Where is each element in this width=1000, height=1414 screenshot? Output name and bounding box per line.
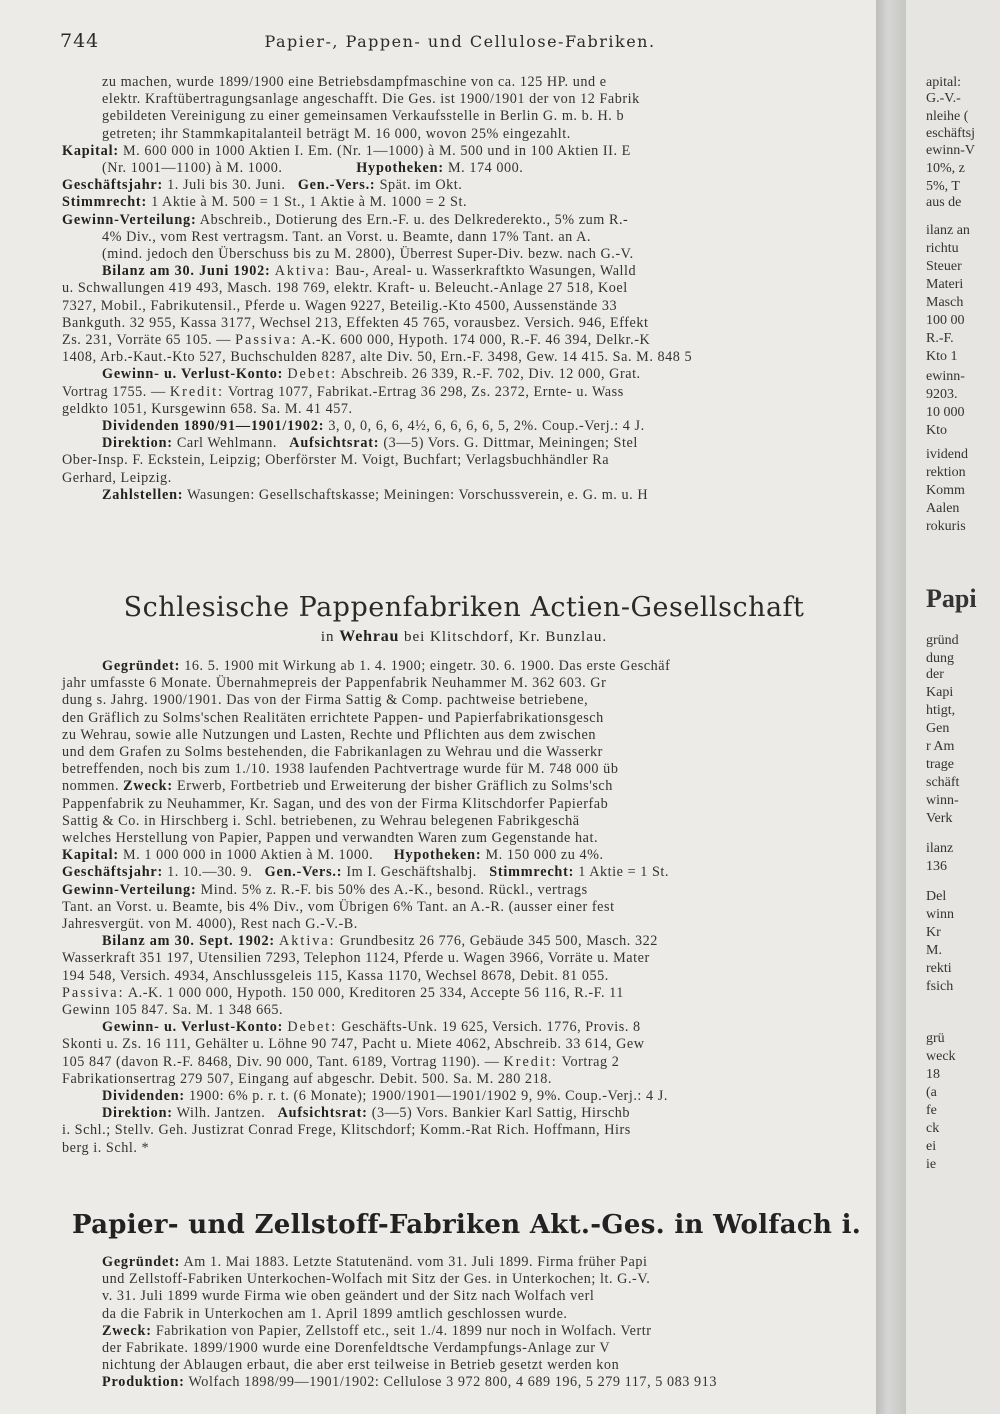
bilanz-entry [62,263,866,280]
fragment-text: rektion [926,465,966,480]
text-line: elektr. Kraftübertragungsanlage angeschafft. Die Ges. ist 1900/1901 der von 12 Fabrik [102,91,640,108]
produktion-entry [62,1374,866,1391]
field-value: Vortrag 1077, Fabrikat.-Ertrag 36 298, Zs. 2372, Ernte- u. Wass [227,383,624,400]
fragment-text: Materi [926,277,964,292]
fragment-text: 10 000 [926,405,965,420]
text-line: 194 548, Versich. 4934, Anschlussgeleis 115, Kassa 1170, Wechsel 8678, Debit. 81 055. [62,967,609,984]
field-label: Kapital: [62,142,119,159]
kredit-label: Kredit: [503,1053,558,1070]
direktion-entry [62,435,866,452]
text-line: 4% Div., vom Rest vertragsm. Tant. an Vorst. u. Beamte, dann 17% Tant. an A. [102,228,592,245]
field-value: 1. Juli bis 30. Juni. [167,177,286,194]
fragment-text: rekti [926,961,952,976]
gewinn-verteilung-entry [62,212,866,229]
text-line: i. Schl.; Stellv. Geh. Justizrat Conrad Frege, Klitschdorf; Komm.-Rat Rich. Hoffmann, Hirs [62,1122,631,1139]
fragment-text: Gen [926,721,950,736]
field-label: Gen.-Vers.: [264,864,343,881]
location-suffix: bei Klitschdorf, Kr. Bunzlau. [403,629,608,645]
field-label: Gen.-Vers.: [297,177,376,194]
fragment-text: weck [926,1049,956,1064]
fragment-text: ilanz an [926,223,970,238]
text-line: Wasserkraft 351 197, Utensilien 7293, Telephon 1124, Pferde u. Wagen 3966, Vorräte u. Mater [62,950,650,967]
company-location [62,628,866,646]
dividenden-entry [62,418,866,435]
text-line: Ober-Insp. F. Eckstein, Leipzig; Oberförster M. Voigt, Buchfart; Verlagsbuchhändler Ra [62,452,610,469]
text-line: Skonti u. Zs. 16 111, Gehälter u. Löhne 90 747, Pacht u. Miete 4062, Abschreib. 33 614, Gew [62,1036,645,1053]
field-label: Gewinn-Verteilung: [62,211,197,228]
zweck-entry [62,1323,866,1340]
gewinn-konto-line [62,384,866,401]
fragment-text: r Am [926,739,955,754]
fragment-text: ei [926,1139,937,1154]
fragment-text: 100 00 [926,313,965,328]
fragment-text: 9203. [926,387,958,402]
fragment-text: fe [926,1103,937,1118]
fragment-text: (a [926,1085,937,1100]
text-line: Pappenfabrik zu Neuhammer, Kr. Sagan, und des von der Firma Klitschdorfer Papierfab [62,795,609,812]
direktion-entry [62,1105,866,1122]
fragment-text: richtu [926,241,959,256]
field-label: Zweck: [123,778,173,795]
field-label: Gegründet: [102,658,181,674]
text-line: und dem Grafen zu Solms bestehenden, die Fabrikanlagen zu Wehrau und die Wasserkr [62,744,603,761]
adjacent-page-fragment [906,0,1000,1414]
field-value: A.-K. 600 000, Hypoth. 174 000, R.-F. 46 394, Delkr.-K [300,332,651,349]
field-label: Bilanz am 30. Juni 1902: [102,263,271,280]
field-label: Geschäftsjahr: [62,864,164,881]
bilanz-entry [62,933,866,950]
fragment-text: R.-F. [926,331,954,346]
field-label: Gewinn- u. Verlust-Konto: [102,366,284,383]
fragment-text: rokuris [926,519,966,534]
field-label: Gegründet: [102,1254,181,1270]
field-value: 3, 0, 0, 6, 6, 4½, 6, 6, 6, 6, 5, 2%. Coup.-Verj.: 4 J. [328,418,645,435]
fragment-text: nleihe ( [926,109,969,124]
gewinn-konto-entry [62,1019,866,1036]
fragment-text: winn [926,907,954,922]
fragment-text: eschäftsj [926,126,975,141]
field-value: Grundbesitz 26 776, Gebäude 345 500, Masch. 322 [339,933,658,950]
dividenden-entry [62,1088,866,1105]
zweck-entry [62,778,866,795]
fragment-text: Del [926,889,947,904]
debet-label: Debet: [287,1019,338,1036]
passiva-label: Passiva: [235,332,298,349]
text-line: Bankguth. 32 955, Kassa 3177, Wechsel 213, Effekten 45 765, vorausbez. Versich. 946, Effekt [62,314,649,331]
fragment-text: Aalen [926,501,960,516]
field-value: 1 Aktie à M. 500 = 1 St., 1 Aktie à M. 1000 = 2 St. [151,194,468,211]
text-line: v. 31. Juli 1899 wurde Firma wie oben geändert und der Sitz nach Wolfach verl [102,1288,595,1305]
fragment-text: ck [926,1121,940,1136]
fragment-text: schäft [926,775,960,790]
book-gutter [876,0,906,1414]
fragment-text: htigt, [926,703,956,718]
entry-continued [62,74,866,504]
entry-schlesische [62,658,866,1157]
field-value: 1 Aktie = 1 St. [578,864,670,881]
fragment-text: ividend [926,447,968,462]
field-label: Aufsichtsrat: [277,1105,368,1122]
company-title: Schlesische Pappenfabriken Actien-Gesellschaft [123,592,805,623]
location-city: Wehrau [339,628,400,645]
fragment-text: gründ [926,633,959,648]
text-line: Jahresvergüt. von M. 4000), Rest nach G.-V.-B. [62,916,358,933]
page-number: 744 [60,30,100,52]
field-value: Spät. im Okt. [379,177,463,194]
fragment-text: Kto 1 [926,349,958,364]
field-value: Am 1. Mai 1883. Letzte Statutenänd. vom 31. Juli 1899. Firma früher Papi [183,1254,648,1270]
field-label: Zahlstellen: [102,486,184,503]
gegruendet-entry [62,658,866,675]
field-value: Im I. Geschäftshalbj. [346,864,477,881]
field-label: Geschäftsjahr: [62,177,164,194]
fragment-text: Komm [926,483,965,498]
field-label: Gewinn- u. Verlust-Konto: [102,1019,284,1036]
text-line: geldkto 1051, Kursgewinn 658. Sa. M. 41 457. [62,400,353,417]
entry-wolfach [62,1254,866,1392]
field-value: 16. 5. 1900 mit Wirkung ab 1. 4. 1900; eingetr. 30. 6. 1900. Das erste Geschäf [184,658,671,674]
text-line: berg i. Schl. * [62,1139,150,1156]
fragment-text: dung [926,651,954,666]
fragment-text: Verk [926,811,953,826]
field-label: Direktion: [102,435,173,452]
text-line: zu Wehrau, sowie alle Nutzungen und Lasten, Rechte und Pflichten aus dem zwischen [62,726,597,743]
text-line: 7327, Mobil., Fabrikutensil., Pferde u. Wagen 9227, Beteilig.-Kto 4500, Aussenstände 33 [62,297,618,314]
field-value: Geschäfts-Unk. 19 625, Versich. 1776, Provis. 8 [341,1019,641,1036]
text-line: da die Fabrik in Unterkochen am 1. April 1899 amtlich geschlossen wurde. [102,1305,568,1322]
bilanz-line: Zs. 231, Vorräte 65 105. — Passiva: A.-K. 600 000, Hypoth. 174 000, R.-F. 46 394, Delkr.-K [62,332,651,349]
field-value: (3—5) Vors. G. Dittmar, Meiningen; Stel [383,435,638,452]
fragment-text: 136 [926,859,947,874]
field-label: Bilanz am 30. Sept. 1902: [102,933,275,950]
field-value: Mind. 5% z. R.-F. bis 50% des A.-K., besond. Rückl., vertrags [200,881,588,898]
gewinn-konto-line [62,1054,866,1071]
text-line: Sattig & Co. in Hirschberg i. Schl. betriebenen, zu Wehrau belegenen Fabrikgeschä [62,812,580,829]
fragment-text: ewinn-V [926,143,975,158]
text-line: welches Herstellung von Papier, Pappen und verwandten Waren zum Gegenstande hat. [62,830,599,847]
field-value: M. 174 000. [447,160,524,177]
field-value: Carl Wehlmann. [176,435,277,452]
field-value: Fabrikation von Papier, Zellstoff etc., seit 1./4. 1899 nur noch in Wolfach. Vertr [155,1322,652,1339]
field-label: Hypotheken: [356,160,444,177]
field-value: Abschreib., Dotierung des Ern.-F. u. des Delkrederekto., 5% zum R.- [199,211,629,228]
kapital-cont [62,160,866,177]
fragment-text: fsich [926,979,954,994]
field-label: Hypotheken: [393,847,482,864]
fragment-text: Steuer [926,259,962,274]
gegruendet-entry [62,1254,866,1271]
kapital-entry [62,143,866,160]
field-value: Wilh. Jantzen. [176,1105,266,1122]
fragment-text: winn- [926,793,959,808]
fragment-text: 10%, z [926,161,965,176]
running-title: Papier-, Pappen- und Cellulose-Fabriken. [264,32,656,51]
kredit-label: Kredit: [169,383,225,400]
field-label: Gewinn-Verteilung: [62,881,197,898]
fragment-text: 18 [926,1067,940,1082]
field-value: M. 150 000 zu 4%. [485,847,604,864]
field-value: nommen. [62,778,120,795]
aktiva-label: Aktiva: [279,933,336,950]
field-value: A.-K. 1 000 000, Hypoth. 150 000, Kreditoren 25 334, Accepte 56 116, R.-F. 11 [127,984,624,1001]
fragment-text: ie [926,1157,937,1172]
field-label: Direktion: [102,1105,173,1122]
aktiva-label: Aktiva: [274,263,332,280]
text-line: Fabrikationsertrag 279 507, Eingang auf abgeschr. Debit. 500. Sa. M. 280 218. [62,1070,552,1087]
passiva-label: Passiva: [62,984,125,1001]
field-label: Dividenden: [102,1088,185,1105]
text-line: gebildeten Vereinigung zu einer gemeinsamen Verkaufsstelle in Berlin G. m. b. H. b [102,108,625,125]
field-value: M. 600 000 in 1000 Aktien I. Em. (Nr. 1—1000) à M. 500 und in 100 Aktien II. E [122,142,631,159]
text-line: der Fabrikate. 1899/1900 wurde eine Dorenfeldtsche Verdampfungs-Anlage zur V [102,1340,611,1357]
fragment-text: grü [926,1031,945,1046]
fragment-text: aus de [926,195,962,210]
geschaeftsjahr-entry [62,177,866,194]
text-line: u. Schwallungen 419 493, Masch. 198 769, elektr. Kraft- u. Beleucht.-Anlage 27 518, Koel [62,280,628,297]
text-line: Gewinn 105 847. Sa. M. 1 348 665. [62,1002,284,1019]
kapital-entry [62,847,866,864]
zahlstellen-entry [62,487,866,504]
fragment-text: Kapi [926,685,954,700]
fragment-text: apital: [926,75,961,90]
text-line: nichtung der Ablaugen erbaut, die aber erst teilweise in Betrieb gesetzt werden kon [102,1357,620,1374]
fragment-text: der [926,667,944,682]
fragment-text: Masch [926,295,964,310]
text-line: den Gräflich zu Solms'schen Realitäten errichtete Pappen- und Papierfabrikationsgesch [62,709,604,726]
field-label: Stimmrecht: [489,864,575,881]
field-label: Aufsichtsrat: [289,435,380,452]
fragment-text: ilanz [926,841,954,856]
field-value: M. 1 000 000 in 1000 Aktien à M. 1000. [122,847,374,864]
passiva-line [62,985,866,1002]
field-value: Wasungen: Gesellschaftskasse; Meiningen: Vorschussverein, e. G. m. u. H [187,486,649,503]
company-title: Papier- und Zellstoff-Fabriken Akt.-Ges. in Wolfach i. [72,1210,862,1240]
field-value: 1900: 6% p. r. t. (6 Monate); 1900/1901—1901/1902 9, 9%. Coup.-Verj.: 4 J. [189,1088,668,1105]
text-line: jahr umfasste 6 Monate. Übernahmepreis der Pappenfabrik Neuhammer M. 362 603. Gr [62,675,607,692]
fragment-text: M. [926,943,942,958]
fragment-text: trage [926,757,954,772]
field-value: Bau-, Areal- u. Wasserkraftkto Wasungen, Walld [335,263,637,280]
fragment-text: 5%, T [926,179,960,194]
text-line: 1408, Arb.-Kaut.-Kto 527, Buchschulden 8287, alte Div. 50, Ern.-F. 3498, Gew. 14 415. Sa. M. 848 5 [62,349,693,366]
field-value: (Nr. 1001—1100) à M. 1000. [102,160,283,177]
field-value: Erwerb, Fortbetrieb und Erweiterung der bisher Gräflich zu Solms'sch [176,778,613,795]
field-value: Vortrag 1755. — [62,383,166,400]
text-line: dung s. Jahrg. 1900/1901. Das von der Firma Sattig & Comp. pachtweise betriebene, [62,692,589,709]
fragment-text: Papi [926,584,977,613]
page-header [60,30,860,56]
stimmrecht-entry [62,194,866,211]
text-line: Tant. an Vorst. u. Beamte, bis 4% Div., vom Übrigen 6% Tant. an A.-R. (ausser einer fest [62,898,615,915]
field-value: Abschreib. 26 339, R.-F. 702, Div. 12 000, Grat. [340,366,641,383]
text-line: und Zellstoff-Fabriken Unterkochen-Wolfach mit Sitz der Ges. in Unterkochen; lt. G.-V. [102,1271,651,1288]
fragment-text: G.-V.- [926,91,961,106]
fragment-text: ewinn- [926,369,965,384]
field-label: Kapital: [62,847,119,864]
text-line: getreten; ihr Stammkapitalanteil beträgt M. 16 000, wovon 25% eingezahlt. [102,125,571,142]
text-line: Gerhard, Leipzig. [62,469,172,486]
field-label: Zweck: [102,1322,152,1339]
text-line: zu machen, wurde 1899/1900 eine Betriebsdampfmaschine von ca. 125 HP. und e [102,74,607,90]
field-label: Produktion: [102,1374,185,1391]
text-line: (mind. jedoch den Überschuss bis zu M. 2800), Überrest Super-Div. bezw. nach G.-V. [102,246,634,263]
debet-label: Debet: [287,366,338,383]
gewinn-verteilung-entry [62,882,866,899]
field-value: Wolfach 1898/99—1901/1902: Cellulose 3 972 800, 4 689 196, 5 279 117, 5 083 913 [188,1374,717,1391]
location-prefix: in [320,629,335,645]
field-value: Zs. 231, Vorräte 65 105. [62,332,213,349]
geschaeftsjahr-entry [62,864,866,881]
field-value: 1. 10.—30. 9. [167,864,253,881]
field-label: Stimmrecht: [62,194,147,211]
field-value: 105 847 (davon R.-F. 8468, Div. 90 000, Tant. 6189, Vortrag 1190). — [62,1053,500,1070]
field-value: (3—5) Vors. Bankier Karl Sattig, Hirschb [371,1105,631,1122]
fragment-text: Kr [926,925,941,940]
gewinn-konto-entry [62,366,866,383]
field-label: Dividenden 1890/91—1901/1902: [102,418,325,435]
text-line: betreffenden, noch bis zum 1./10. 1938 laufenden Pachtvertrage wurde für M. 748 000 üb [62,761,619,778]
fragment-text: Kto [926,423,947,438]
field-value: Vortrag 2 [561,1053,620,1070]
